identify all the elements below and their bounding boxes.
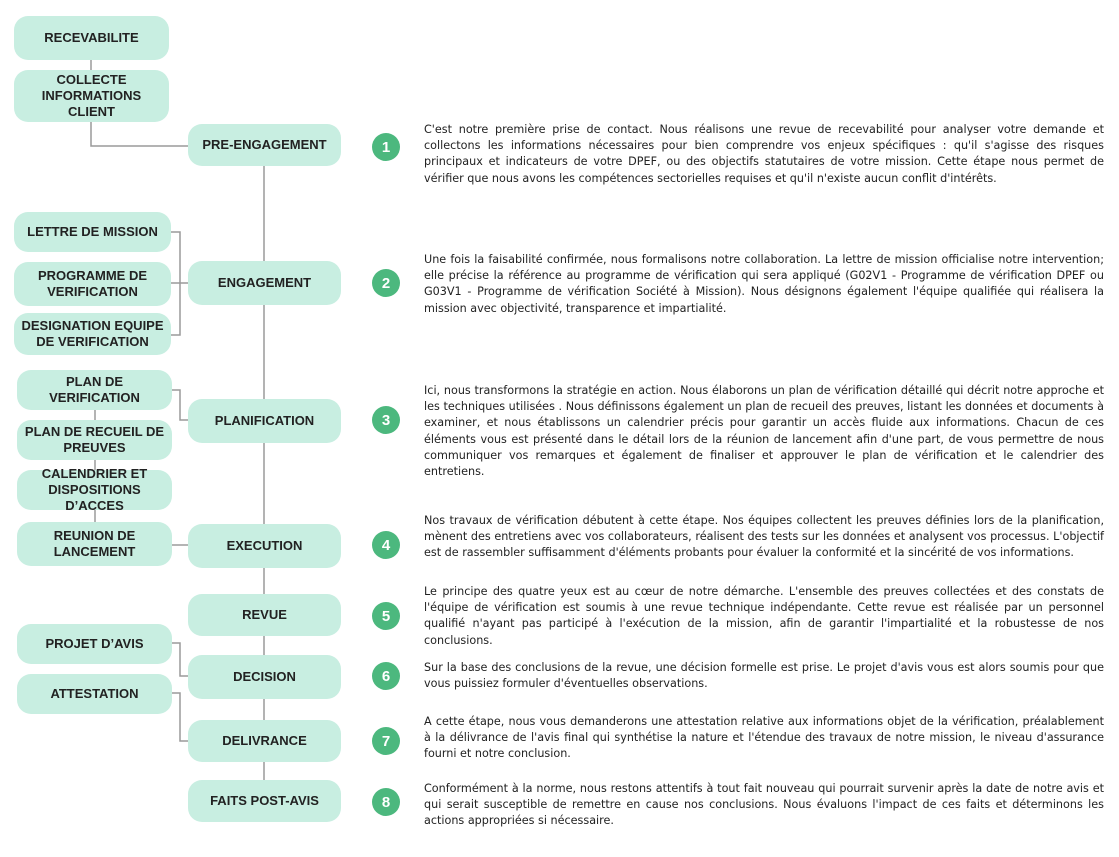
phase-engagement-label: ENGAGEMENT — [217, 274, 312, 290]
phase-decision — [188, 655, 341, 699]
substep-programme-line1: PROGRAMME DE — [37, 267, 148, 283]
description-4: Nos travaux de vérification débutent à cette étape. Nos équipes collectent les preuves définies lors de la planification, mènent des entretiens avec vos collaborateurs, réalisent des tests sur les données et analysent vos processus. L'objectif est de rassembler suffisamment d'éléments probants pour évaluer la conformité et la sincérité de vos informations. — [424, 514, 1104, 560]
step-number-3: 3 — [372, 406, 400, 434]
substep-recevabilite-label: RECEVABILITE — [44, 29, 139, 45]
substep-attestation — [17, 674, 172, 714]
substep-reunion-line1: REUNION DE — [53, 527, 136, 543]
substep-recevabilite — [14, 16, 169, 60]
description-2: Une fois la faisabilité confirmée, nous formalisons notre collaboration. La lettre de mission officialise notre intervention; elle précise la référence au programme de vérification qui sera appliqué (G02V1 - Programme de vérification DPEF ou G03V1 - Programme de vérification Société à Mission). Nous désignons également l'équipe qualifiée qui réalisera la mission avec objectivité, transparence et impartialité. — [424, 253, 1104, 315]
phase-execution — [188, 524, 341, 568]
substep-plan-recueil — [17, 420, 172, 460]
phase-planification — [188, 399, 341, 443]
substep-lettre-label: LETTRE DE MISSION — [27, 223, 158, 239]
substep-programme — [14, 262, 171, 306]
phase-faits-post-avis-label: FAITS POST-AVIS — [210, 792, 319, 808]
step-number-8: 8 — [372, 788, 400, 816]
substep-designation-line1: DESIGNATION EQUIPE — [21, 317, 164, 333]
phase-execution-label: EXECUTION — [226, 537, 303, 553]
substep-plan-recueil-line1: PLAN DE RECUEIL DE — [24, 423, 165, 439]
substep-projet-avis — [17, 624, 172, 664]
phase-faits-post-avis — [188, 780, 341, 822]
substep-designation — [14, 313, 171, 355]
substep-plan-verification — [17, 370, 172, 410]
description-3: Ici, nous transformons la stratégie en action. Nous élaborons un plan de vérification détaillé qui décrit notre approche et les techniques utilisées . Nous définissons également un plan de recueil des preuves, listant les données et documents à examiner, et nous établissons un calendrier précis pour garantir un accès fluide aux informations. Chacun de ces éléments vous est présenté dans le détail lors de la réunion de lancement afin d'une part, de vous permettre de nous communiquer vos remarques et également de finaliser et approuver le plan de vérification et le calendrier des entretiens. — [424, 384, 1104, 479]
substep-calendrier-line2: DISPOSITIONS D’ACCES — [48, 481, 141, 514]
phase-revue-label: REVUE — [242, 606, 287, 622]
phase-decision-label: DECISION — [233, 668, 296, 684]
substep-projet-avis-label: PROJET D’AVIS — [45, 635, 144, 651]
substep-collecte-line3: CLIENT — [68, 104, 115, 120]
phase-pre-engagement-label: PRE-ENGAGEMENT — [202, 136, 327, 152]
substep-plan-recueil-line2: PREUVES — [63, 440, 126, 455]
description-8: Conformément à la norme, nous restons attentifs à tout fait nouveau qui pourrait survenir après la date de notre avis et qui serait susceptible de remettre en cause nos conclusions. Nous évaluons l'impact de ces faits et déterminons les actions appropriées si nécessaire. — [424, 782, 1104, 828]
substep-collecte — [14, 70, 169, 122]
substep-reunion — [17, 522, 172, 566]
step-number-2: 2 — [372, 269, 400, 297]
step-number-1: 1 — [372, 133, 400, 161]
step-number-5: 5 — [372, 602, 400, 630]
phase-revue — [188, 594, 341, 636]
connector-planification — [172, 390, 188, 420]
phase-delivrance-label: DELIVRANCE — [222, 732, 307, 748]
description-5: Le principe des quatre yeux est au cœur de notre démarche. L'ensemble des preuves collectées et des constats de l'équipe de vérification est soumis à une revue technique indépendante. Cette revue est réalisée par un personnel qualifié n'ayant pas participé à l'exécution de la mission, afin de garantir l'impartialité et la robustesse de nos conclusions. — [424, 585, 1104, 647]
substep-collecte-line1: COLLECTE — [56, 71, 127, 87]
step-number-6: 6 — [372, 662, 400, 690]
substep-programme-line2: VERIFICATION — [47, 284, 138, 299]
substep-designation-line2: DE VERIFICATION — [36, 334, 149, 349]
phase-planification-label: PLANIFICATION — [214, 412, 315, 428]
description-1: C'est notre première prise de contact. Nous réalisons une revue de recevabilité pour analyser votre demande et collectons les informations nécessaires pour bien comprendre vos enjeux spécifiques : qu'il s'agisse des risques principaux et indicateurs de votre DPEF, ou des objectifs statutaires de votre mission. Cette étape nous permet de vérifier que nous avons les compétences sectorielles requises et qu'il n'existe aucun conflit d'intérêts. — [424, 123, 1104, 185]
description-6: Sur la base des conclusions de la revue, une décision formelle est prise. Le projet d'avis vous est alors soumis pour que vous puissiez formuler d'éventuelles observations. — [424, 661, 1104, 691]
connector-delivrance — [172, 693, 188, 741]
description-7: A cette étape, nous vous demanderons une attestation relative aux informations objet de la vérification, préalablement à la délivrance de l'avis final qui synthétise la nature et l'étendue des travaux de notre mission, le niveau d'assurance fourni et notre conclusion. — [424, 715, 1104, 761]
substep-attestation-label: ATTESTATION — [50, 685, 139, 701]
step-number-4: 4 — [372, 531, 400, 559]
substep-calendrier-line1: CALENDRIER ET — [41, 465, 148, 481]
substep-lettre-de-mission — [14, 212, 171, 252]
step-number-7: 7 — [372, 727, 400, 755]
connector-decision — [172, 643, 188, 676]
substep-collecte-line2: INFORMATIONS — [41, 87, 142, 103]
phase-engagement — [188, 261, 341, 305]
substep-reunion-line2: LANCEMENT — [53, 544, 136, 559]
connector-collecte-preengagement — [91, 122, 188, 146]
phase-pre-engagement — [188, 124, 341, 166]
phase-delivrance — [188, 720, 341, 762]
substep-calendrier — [17, 465, 172, 514]
substep-plan-verification-label: PLAN DE VERIFICATION — [49, 373, 140, 405]
